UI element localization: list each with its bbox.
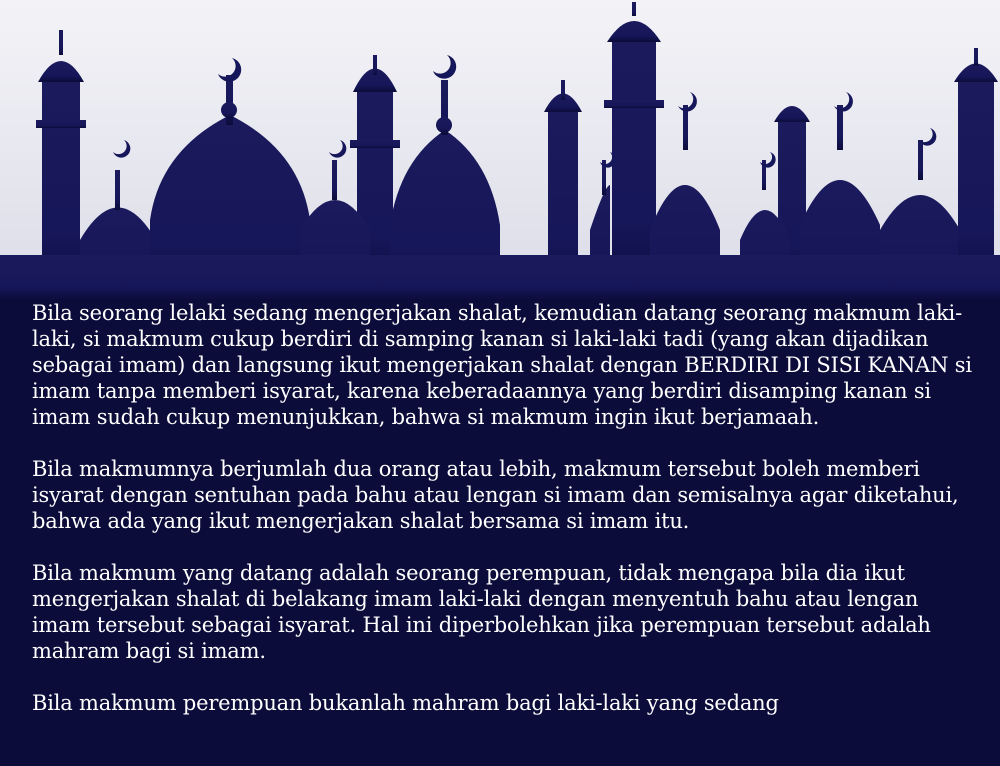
mosque-skyline-illustration xyxy=(0,0,1000,300)
paragraph: Bila seorang lelaki sedang mengerjakan shalat, kemudian datang seorang makmum laki-laki, si makmum cukup berdiri di samping kanan si laki-laki tadi (yang akan dijadikan sebagai imam) dan langsung ikut mengerjakan shalat dengan BERDIRI DI SISI KANAN si imam tanpa memberi isyarat, karena keberadaannya yang berdiri disamping kanan si imam sudah cukup menunjukkan, bahwa si makmum ingin ikut berjamaah. xyxy=(32,301,972,429)
paragraph: Bila makmum perempuan bukanlah mahram bagi laki-laki yang sedang xyxy=(32,691,779,715)
paragraph: Bila makmum yang datang adalah seorang perempuan, tidak mengapa bila dia ikut mengerjakan shalat di belakang imam laki-laki dengan menyentuh bahu atau lengan imam tersebut sebagai isyarat. Hal ini diperbolehkan jika perempuan tersebut adalah mahram bagi si imam. xyxy=(32,561,931,663)
paragraph: Bila makmumnya berjumlah dua orang atau lebih, makmum tersebut boleh memberi isyarat dengan sentuhan pada bahu atau lengan si imam dan semisalnya agar diketahui, bahwa ada yang ikut mengerjakan shalat bersama si imam itu. xyxy=(32,457,959,533)
article-body xyxy=(32,300,977,742)
